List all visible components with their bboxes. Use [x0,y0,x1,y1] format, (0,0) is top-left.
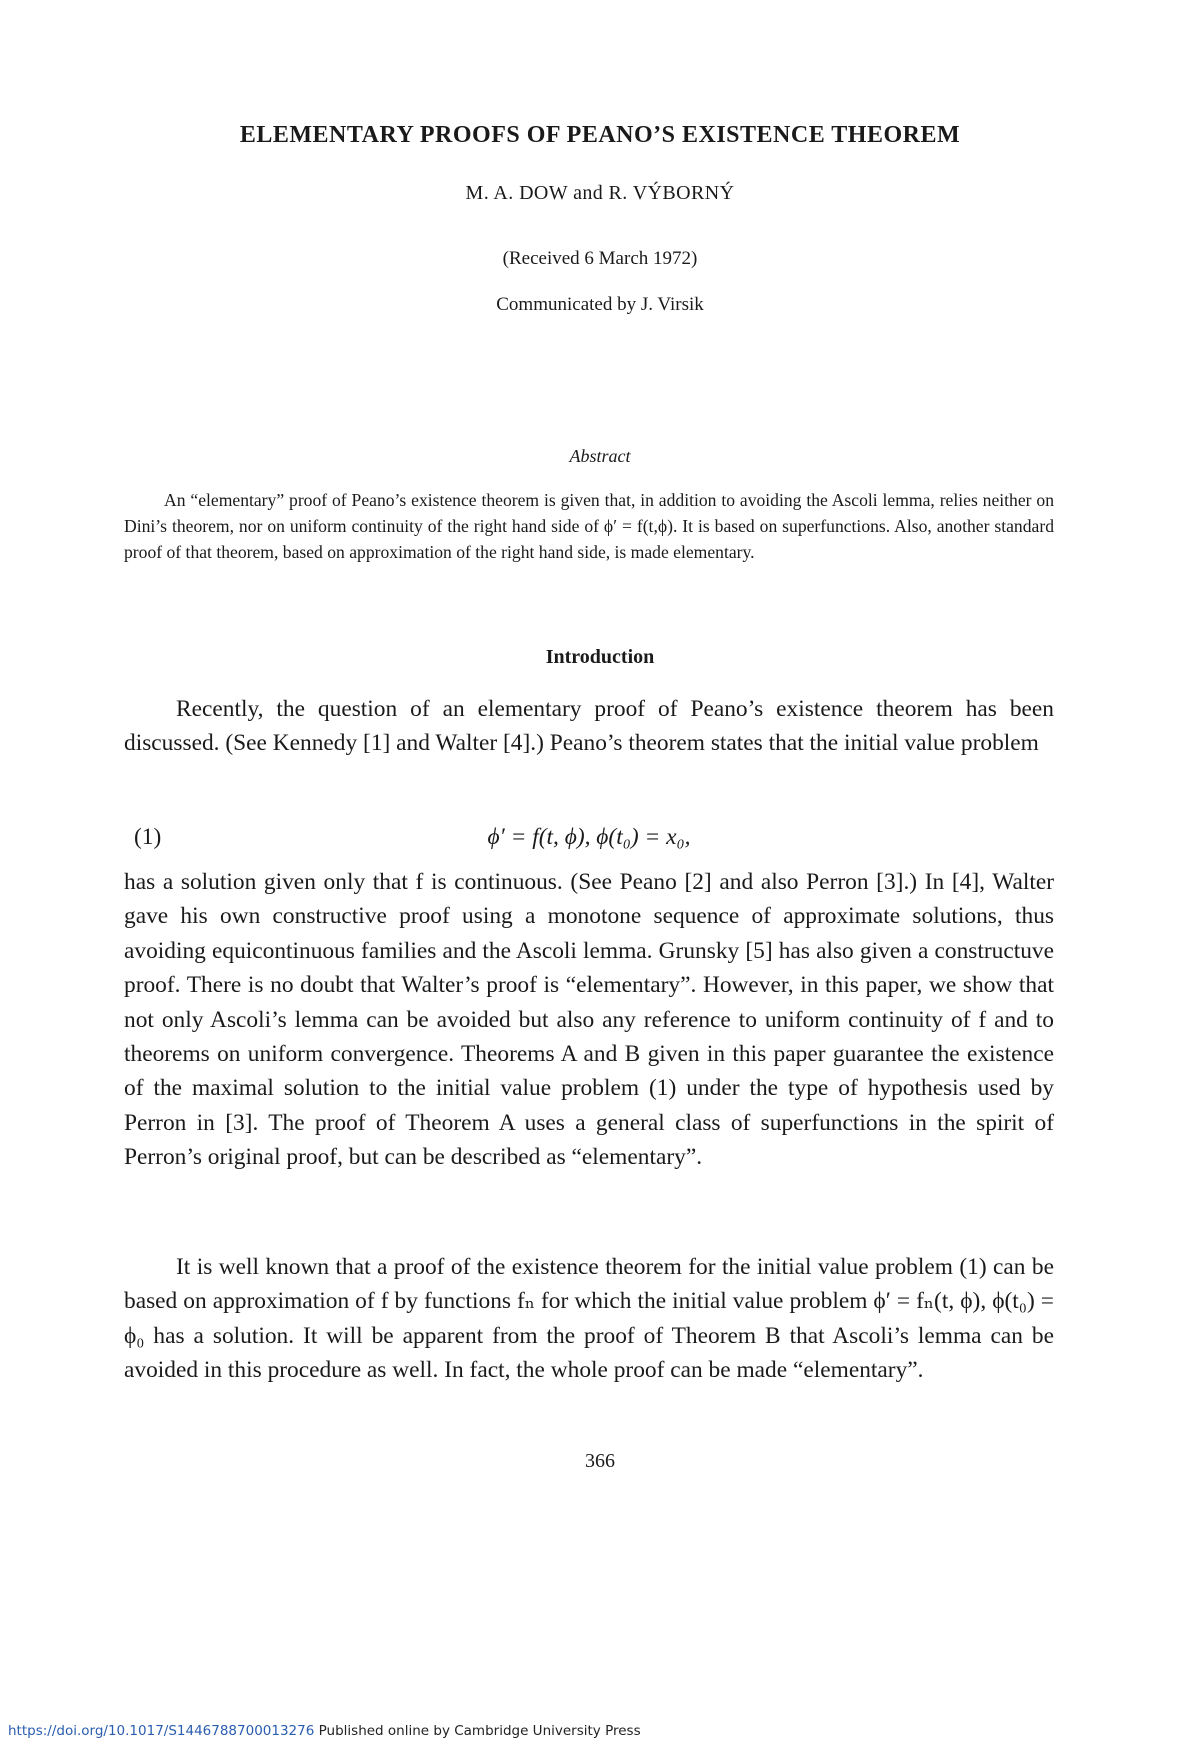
received-date: (Received 6 March 1972) [502,248,698,269]
page-number: 366 [585,1450,615,1472]
communicated-by: Communicated by J. Virsik [496,294,704,315]
paper-title: ELEMENTARY PROOFS OF PEANO’S EXISTENCE THEOREM [239,122,961,148]
paragraph-3-text: It is well known that a proof of the existence theorem for the initial value problem (1) can be based on approximation of f by functions fₙ for which the initial value problem ϕ′ = fₙ(t, ϕ), ϕ(t₀) = ϕ₀ has a solution. It will be apparent from the proof of Theorem B that Ascoli’s lemma can be avoided in this procedure as well. In fact, the whole proof can be made “elementary”. [124,1254,1054,1384]
published-online-text: Published online by Cambridge University Press [318,1723,641,1739]
abstract-body [124,487,1054,565]
abstract-text: An “elementary” proof of Peano’s existence theorem is given that, in addition to avoiding the Ascoli lemma, relies neither on Dini’s theorem, nor on uniform continuity of the right hand side of ϕ′ = f(t,ϕ). It is based on superfunctions. Also, another standard proof of that theorem, based on approximation of the right hand side, is made elementary. [124,490,1054,562]
paragraph-1-text: Recently, the question of an elementary proof of Peano’s existence theorem has been discussed. (See Kennedy [1] and Walter [4].) Peano’s theorem states that the initial value problem [124,696,1054,757]
paper-authors: M. A. DOW and R. VÝBORNÝ [465,182,735,204]
paragraph-2-text: has a solution given only that f is continuous. (See Peano [2] and also Perron [3].) In [4], Walter gave his own constructive proof using a monotone sequence of approximate solutions, thus avoiding equicontinuous families and the Ascoli lemma. Grunsky [5] has also given a constructuve proof. There is no doubt that Walter’s proof is “elementary”. However, in this paper, we show that not only Ascoli’s lemma can be avoided but also any reference to uniform continuity of f and to theorems on uniform convergence. Theorems A and B given in this paper guarantee the existence of the maximal solution to the initial value problem (1) under the type of hypothesis used by Perron in [3]. The proof of Theorem A uses a general class of superfunctions in the spirit of Perron’s original proof, but can be described as “elementary”. [124,869,1054,1171]
footer [8,1723,641,1739]
intro-paragraph-2 [124,865,1054,1175]
equation-1 [124,820,1054,854]
equation-body: ϕ′ = f(t, ϕ), ϕ(t₀) = x₀, [487,824,691,850]
introduction-heading: Introduction [545,646,655,668]
equation-number: (1) [134,824,162,850]
abstract-heading: Abstract [569,446,631,466]
doi-link[interactable]: https://doi.org/10.1017/S1446788700013276 [8,1723,315,1739]
intro-paragraph-1 [124,692,1054,761]
intro-paragraph-3 [124,1250,1054,1388]
